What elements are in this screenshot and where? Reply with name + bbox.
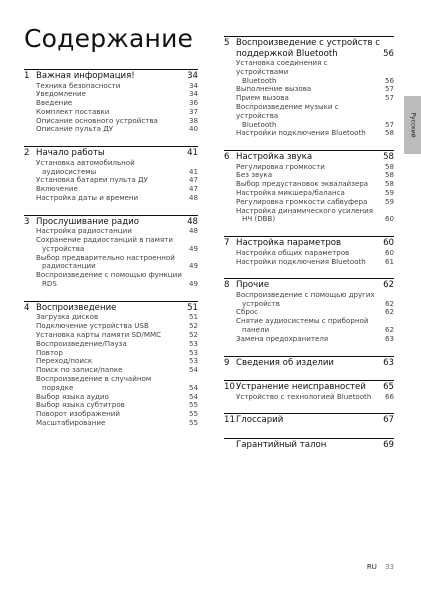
toc-entry-title: Масштабирование <box>36 417 106 427</box>
toc-entry[interactable] <box>224 59 394 77</box>
toc-entry-title: панели <box>242 325 270 335</box>
toc-entry[interactable] <box>224 393 394 402</box>
toc-entry-page: 53 <box>188 347 198 357</box>
toc-entry-title: устройств <box>242 298 280 308</box>
toc-entry-title: Установка соединения с устройствами <box>236 58 328 76</box>
toc-entry[interactable] <box>224 215 394 224</box>
toc-entry-page: 34 <box>188 80 198 90</box>
section-title-line: Настройка параметров <box>236 238 342 249</box>
toc-entry-title: Без звука <box>236 170 273 180</box>
toc-entry-title: Воспроизведение в случайном <box>36 373 152 383</box>
toc-entry-title: Установка автомобильной <box>36 157 135 167</box>
toc-entry-page: 58 <box>384 128 394 138</box>
toc-entry-page: 60 <box>384 214 394 224</box>
section-number: 5 <box>224 38 230 48</box>
toc-section <box>224 36 394 138</box>
section-number: 8 <box>224 280 230 291</box>
toc-entry-page: 56 <box>384 75 394 85</box>
page-footer <box>367 563 394 571</box>
toc-entry-title: Воспроизведение с помощью функции <box>36 270 182 280</box>
toc-section-heading[interactable] <box>24 69 198 82</box>
toc-entry-title: Техника безопасности <box>36 80 121 90</box>
toc-entry[interactable] <box>224 103 394 121</box>
toc-entry-page: 52 <box>188 329 198 339</box>
toc-entry-title: Описание основного устройства <box>36 115 158 125</box>
toc-entry-title: Настройки подключения Bluetooth <box>236 128 366 138</box>
toc-entry-page: 51 <box>188 312 198 322</box>
toc-entry-page: 55 <box>188 409 198 419</box>
toc-section-heading[interactable] <box>24 146 198 159</box>
toc-entry-title: Воспроизведение/Пауза <box>36 338 127 348</box>
section-page-number: 51 <box>187 302 198 313</box>
section-title-line: Устранение неисправностей <box>236 382 366 393</box>
toc-entry-page: 36 <box>188 98 198 108</box>
toc-entry-title: устройства <box>42 243 85 253</box>
toc-entry-title: Воспроизведение музыки с устройства <box>236 101 339 120</box>
page-number: 33 <box>385 563 394 571</box>
toc-entry-title: Bluetooth <box>242 75 277 85</box>
toc-entry-title: Bluetooth <box>242 119 277 129</box>
section-number: 6 <box>224 152 230 163</box>
toc-entry-page: 60 <box>384 247 394 257</box>
toc-entry-page: 63 <box>384 333 394 343</box>
section-page-number: 69 <box>383 439 394 450</box>
toc-entry-page: 58 <box>384 170 394 180</box>
toc-entry[interactable] <box>224 258 394 267</box>
toc-entry-page: 61 <box>384 256 394 266</box>
toc-entry-title: Выбор языка субтитров <box>36 400 125 410</box>
toc-entry-title: Загрузка дисков <box>36 312 99 322</box>
toc-entry-title: Подключение устройства USB <box>36 321 149 331</box>
section-page-number: 58 <box>383 152 394 163</box>
toc-entry-title: порядке <box>42 382 74 392</box>
toc-entry[interactable] <box>24 419 198 428</box>
toc-section <box>224 413 394 426</box>
section-title-line: Начало работы <box>36 148 105 159</box>
toc-entry-page: 57 <box>384 84 394 94</box>
toc-right-column <box>224 36 394 462</box>
toc-entry-page: 38 <box>188 115 198 125</box>
toc-entry-title: Выбор языка аудио <box>36 391 109 401</box>
toc-entry-page: 53 <box>188 338 198 348</box>
toc-entry-page: 49 <box>188 243 198 253</box>
toc-entry-title: Настройка микшера/баланса <box>236 188 345 198</box>
toc-entry-title: Выбор предустановок эквалайзера <box>236 179 369 189</box>
toc-entry-title: НЧ (DBB) <box>242 214 276 224</box>
toc-entry-page: 54 <box>188 382 198 392</box>
toc-entry-page: 62 <box>384 325 394 335</box>
language-side-tab <box>404 96 421 154</box>
toc-section <box>224 150 394 224</box>
toc-entry-page: 59 <box>384 196 394 206</box>
toc-entry-page: 49 <box>188 279 198 289</box>
section-page-number: 63 <box>383 357 394 368</box>
section-number: 4 <box>24 302 30 313</box>
toc-entry-title: RDS <box>42 279 57 289</box>
toc-section <box>24 146 198 202</box>
toc-entry[interactable] <box>24 280 198 289</box>
toc-entry-title: Устройство с технологией Bluetooth <box>236 391 372 401</box>
toc-entry-page: 52 <box>188 321 198 331</box>
section-title <box>236 415 380 426</box>
toc-section-heading[interactable] <box>224 150 394 163</box>
toc-entry-page: 34 <box>188 89 198 99</box>
section-page-number: 67 <box>383 415 394 426</box>
toc-entry-title: Снятие аудиосистемы с приборной <box>236 316 369 326</box>
section-number: 2 <box>24 148 30 159</box>
section-page-number: 60 <box>383 238 394 249</box>
toc-entry-title: Комплект поставки <box>36 106 110 116</box>
toc-entry-page: 57 <box>384 119 394 129</box>
toc-section-heading[interactable] <box>224 380 394 393</box>
toc-left-column <box>24 69 198 440</box>
toc-entry-title: Установка карты памяти SD/MMC <box>36 329 162 339</box>
toc-entry-page: 54 <box>188 365 198 375</box>
toc-entry-page: 40 <box>188 124 198 134</box>
toc-entry-title: аудиосистемы <box>42 166 97 176</box>
section-title-line: Глоссарий <box>236 415 284 426</box>
toc-section-heading[interactable] <box>224 356 394 369</box>
section-page-number: 34 <box>187 71 198 81</box>
toc-entry-title: Переход/поиск <box>36 356 93 366</box>
toc-entry-title: Настройка радиостанции <box>36 226 132 236</box>
section-title <box>236 358 380 369</box>
toc-entry-title: Установка батареи пульта ДУ <box>36 175 148 185</box>
toc-entry-page: 55 <box>188 400 198 410</box>
toc-entry-title: Выполнение вызова <box>236 84 312 94</box>
toc-section <box>24 69 198 134</box>
toc-entry-title: Повтор <box>36 347 63 357</box>
section-title-line: Воспроизведение с устройств с <box>236 38 380 48</box>
toc-entry-page: 59 <box>384 188 394 198</box>
toc-section <box>224 438 394 451</box>
toc-entry-title: Настройки подключения Bluetooth <box>236 256 366 266</box>
toc-section <box>224 356 394 369</box>
section-number: 10 <box>224 382 235 393</box>
toc-entry[interactable] <box>224 335 394 344</box>
toc-entry-page: 48 <box>188 192 198 202</box>
toc-entry-page: 54 <box>188 391 198 401</box>
toc-entry-page: 47 <box>188 184 198 194</box>
section-title-line-2: поддержкой Bluetooth <box>236 48 338 59</box>
section-number: 9 <box>224 357 230 368</box>
section-page-number: 56 <box>383 48 394 59</box>
footer-language: RU <box>366 563 377 571</box>
toc-entry-page: 49 <box>188 261 198 271</box>
section-number: 7 <box>224 238 230 249</box>
toc-section-heading[interactable] <box>224 36 394 59</box>
toc-entry-title: Настройка динамического усиления <box>236 205 374 215</box>
section-title-line: Сведения об изделии <box>236 357 335 368</box>
toc-entry-title: Сброс <box>236 307 259 317</box>
toc-entry-page: 48 <box>188 226 198 236</box>
toc-entry-page: 47 <box>188 175 198 185</box>
toc-entry-title: Сохранение радиостанций в памяти <box>36 235 174 245</box>
section-number: 3 <box>24 216 30 227</box>
section-page-number: 48 <box>187 216 198 227</box>
toc-entry-title: Настройка общих параметров <box>236 247 350 257</box>
toc-section-heading[interactable] <box>224 413 394 426</box>
toc-entry-title: Регулировка громкости сабвуфера <box>236 196 368 206</box>
toc-entry[interactable] <box>24 194 198 203</box>
section-title-line: Важная информация! <box>36 71 135 81</box>
section-title <box>236 38 380 59</box>
toc-entry-page: 62 <box>384 298 394 308</box>
toc-entry-title: Поиск по записи/папке <box>36 365 123 375</box>
section-title <box>236 440 380 451</box>
toc-entry-title: Уведомление <box>36 89 86 99</box>
section-title <box>36 71 184 82</box>
toc-entry-title: Введение <box>36 98 73 108</box>
toc-section <box>24 215 198 289</box>
toc-entry-title: Настройка даты и времени <box>36 192 139 202</box>
section-title-line: Прочие <box>236 280 270 291</box>
section-number <box>224 440 236 451</box>
section-title-line: Прослушивание радио <box>36 216 139 227</box>
section-page-number: 62 <box>383 280 394 291</box>
toc-entry-page: 55 <box>188 417 198 427</box>
toc-section <box>224 236 394 266</box>
section-number: 11 <box>224 415 235 426</box>
toc-entry-page: 62 <box>384 307 394 317</box>
toc-section-heading[interactable] <box>224 236 394 249</box>
section-title-line: Гарантийный талон <box>236 439 327 450</box>
page-title: Содержание <box>24 24 194 53</box>
toc-entry-title: Регулировка громкости <box>236 161 325 171</box>
toc-entry-page: 58 <box>384 179 394 189</box>
toc-section-heading[interactable] <box>224 438 394 451</box>
language-side-tab-label: Русский <box>409 112 416 138</box>
toc-entry-page <box>380 103 394 121</box>
toc-entry-page: 57 <box>384 93 394 103</box>
toc-entry-title: радиостанции <box>42 261 96 271</box>
toc-entry-title: Замена предохранителя <box>236 333 329 343</box>
toc-section-heading[interactable] <box>224 278 394 291</box>
section-title-line: Воспроизведение <box>36 302 117 313</box>
toc-entry-title: Поворот изображений <box>36 409 120 419</box>
section-number: 1 <box>24 71 30 81</box>
toc-entry-page: 53 <box>188 356 198 366</box>
toc-entry-title: Воспроизведение с помощью других <box>236 289 375 299</box>
toc-entry-title: Включение <box>36 184 78 194</box>
toc-entry-title: Выбор предварительно настроенной <box>36 252 175 262</box>
toc-entry-page: 58 <box>384 161 394 171</box>
toc-entry-title: Прием вызова <box>236 93 289 103</box>
toc-section <box>224 380 394 401</box>
toc-entry-page: 66 <box>384 391 394 401</box>
toc-entry-title: Описание пульта ДУ <box>36 124 114 134</box>
toc-section <box>224 278 394 343</box>
section-page-number: 65 <box>383 382 394 393</box>
section-title-line: Настройка звука <box>236 152 313 163</box>
section-page-number: 41 <box>187 148 198 159</box>
toc-entry[interactable] <box>24 125 198 134</box>
toc-entry-page: 37 <box>188 106 198 116</box>
toc-entry[interactable] <box>224 129 394 138</box>
toc-section <box>24 301 198 428</box>
toc-entry-page <box>380 59 394 77</box>
toc-entry-page: 41 <box>188 166 198 176</box>
